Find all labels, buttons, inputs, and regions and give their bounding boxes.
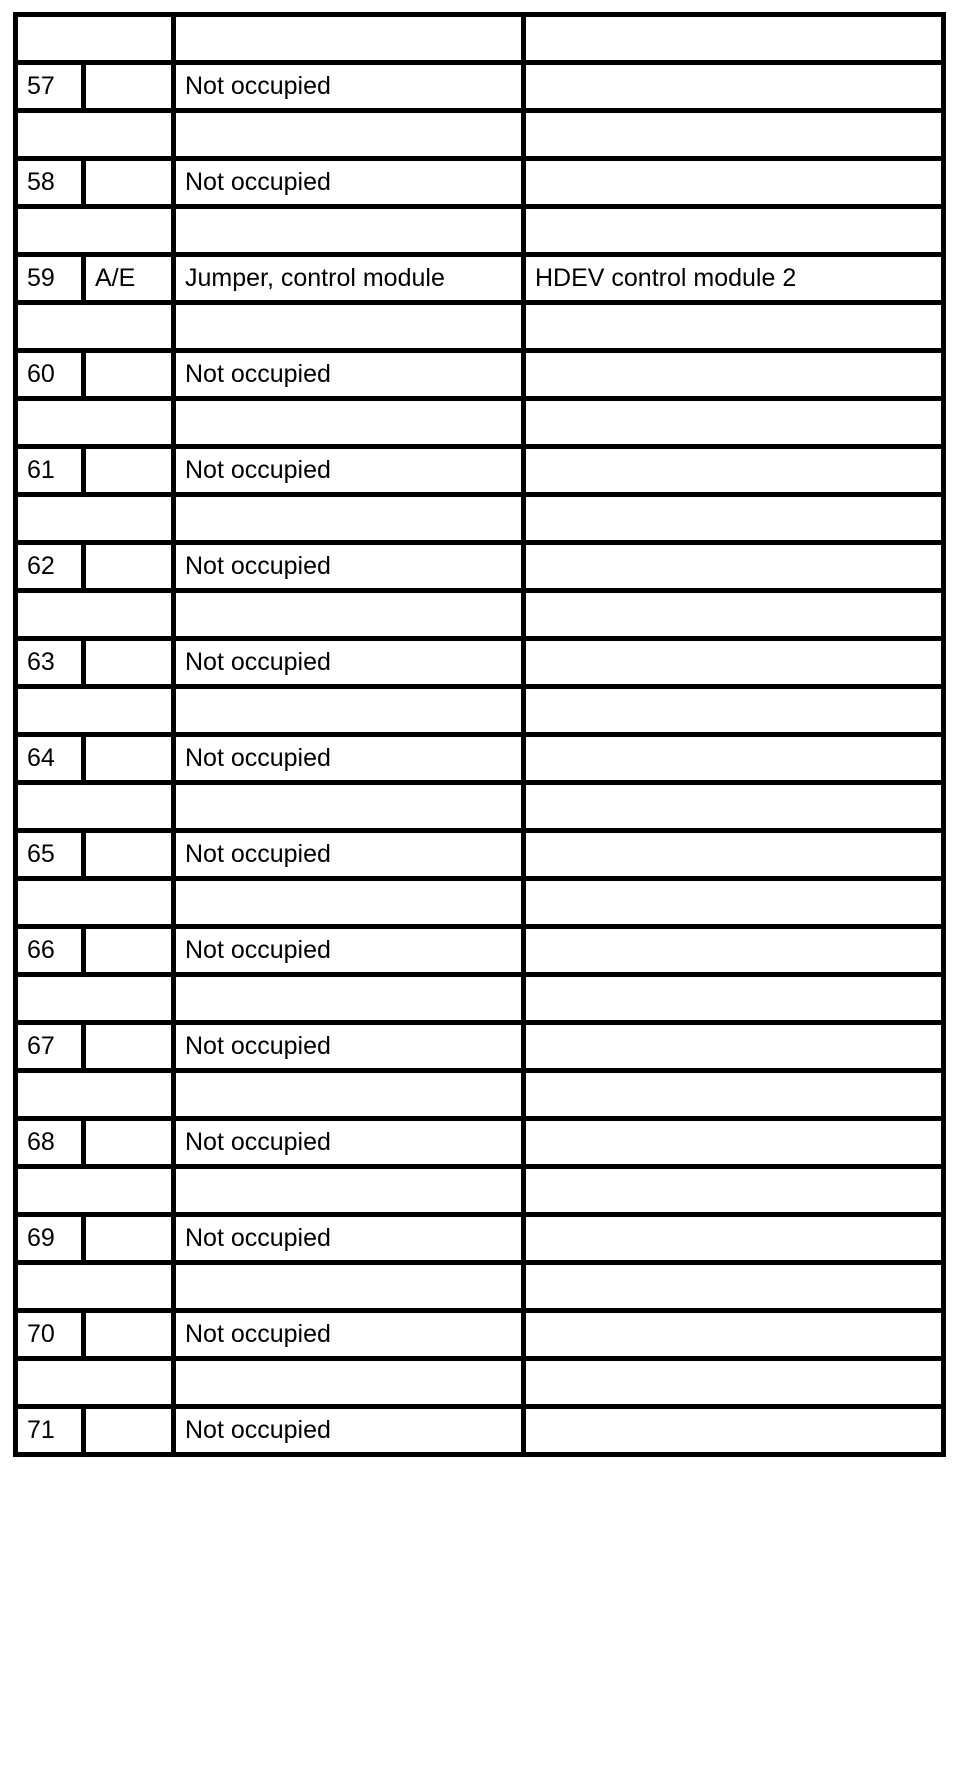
spacer-row [16,1263,944,1311]
spacer-cell [174,1359,524,1407]
code-cell [84,735,174,783]
spacer-row [16,495,944,543]
note-cell [524,927,944,975]
description-cell: Not occupied [174,63,524,111]
spacer-cell [174,1071,524,1119]
code-cell [84,639,174,687]
spacer-cell [174,399,524,447]
pin-number-cell: 68 [16,1119,84,1167]
spacer-cell [524,879,944,927]
note-cell [524,1215,944,1263]
pin-number-cell: 61 [16,447,84,495]
description-cell: Jumper, control module [174,255,524,303]
code-cell [84,1311,174,1359]
spacer-row [16,1359,944,1407]
pin-number-cell: 58 [16,159,84,207]
description-cell: Not occupied [174,1311,524,1359]
table-row [16,351,944,399]
spacer-cell [16,687,174,735]
spacer-cell [174,207,524,255]
spacer-cell [524,1167,944,1215]
pin-number-cell: 63 [16,639,84,687]
code-cell [84,543,174,591]
spacer-row [16,207,944,255]
pin-number-cell: 62 [16,543,84,591]
note-cell [524,831,944,879]
table-row [16,639,944,687]
spacer-cell [174,111,524,159]
code-cell [84,831,174,879]
description-cell: Not occupied [174,1119,524,1167]
pin-number-cell: 66 [16,927,84,975]
spacer-cell [174,879,524,927]
description-cell: Not occupied [174,1023,524,1071]
table-row [16,1023,944,1071]
table-row [16,255,944,303]
description-cell: Not occupied [174,447,524,495]
description-cell: Not occupied [174,543,524,591]
code-cell [84,63,174,111]
pin-number-cell: 64 [16,735,84,783]
pin-number-cell: 65 [16,831,84,879]
note-cell [524,63,944,111]
spacer-cell [16,1071,174,1119]
code-cell [84,1023,174,1071]
spacer-row [16,111,944,159]
pin-number-cell: 69 [16,1215,84,1263]
spacer-cell [16,15,174,63]
table-row [16,63,944,111]
spacer-cell [16,399,174,447]
code-cell [84,927,174,975]
pin-number-cell: 67 [16,1023,84,1071]
pin-assignment-table [13,12,946,1457]
spacer-cell [524,1263,944,1311]
spacer-cell [174,1167,524,1215]
spacer-cell [524,207,944,255]
spacer-row [16,399,944,447]
table-row [16,1311,944,1359]
table-row [16,735,944,783]
description-cell: Not occupied [174,351,524,399]
spacer-cell [16,303,174,351]
spacer-row [16,687,944,735]
spacer-cell [16,975,174,1023]
spacer-cell [16,495,174,543]
note-cell [524,1407,944,1455]
spacer-cell [174,591,524,639]
code-cell [84,1407,174,1455]
code-cell [84,447,174,495]
code-cell: A/E [84,255,174,303]
spacer-cell [524,303,944,351]
spacer-cell [16,111,174,159]
pin-number-cell: 57 [16,63,84,111]
table-row [16,1119,944,1167]
spacer-row [16,975,944,1023]
spacer-cell [174,15,524,63]
spacer-cell [16,1359,174,1407]
spacer-cell [174,687,524,735]
description-cell: Not occupied [174,927,524,975]
note-cell [524,639,944,687]
note-cell [524,351,944,399]
spacer-cell [16,1263,174,1311]
spacer-cell [16,879,174,927]
spacer-cell [174,783,524,831]
table-row [16,927,944,975]
description-cell: Not occupied [174,1407,524,1455]
note-cell [524,1023,944,1071]
spacer-cell [524,495,944,543]
table-row [16,543,944,591]
spacer-cell [174,1263,524,1311]
note-cell [524,1119,944,1167]
code-cell [84,1215,174,1263]
spacer-row [16,879,944,927]
spacer-row [16,591,944,639]
spacer-row [16,1167,944,1215]
code-cell [84,351,174,399]
table-row [16,831,944,879]
spacer-row [16,783,944,831]
note-cell [524,1311,944,1359]
spacer-cell [524,687,944,735]
pin-number-cell: 60 [16,351,84,399]
spacer-cell [16,783,174,831]
spacer-cell [174,303,524,351]
spacer-cell [524,591,944,639]
spacer-row [16,303,944,351]
spacer-cell [524,111,944,159]
description-cell: Not occupied [174,1215,524,1263]
spacer-row [16,15,944,63]
description-cell: Not occupied [174,639,524,687]
spacer-cell [16,207,174,255]
pin-assignment-table-body [16,15,944,1455]
spacer-cell [524,975,944,1023]
description-cell: Not occupied [174,735,524,783]
table-row [16,1407,944,1455]
note-cell: HDEV control module 2 [524,255,944,303]
code-cell [84,159,174,207]
note-cell [524,159,944,207]
note-cell [524,735,944,783]
note-cell [524,543,944,591]
code-cell [84,1119,174,1167]
description-cell: Not occupied [174,831,524,879]
spacer-cell [524,1359,944,1407]
table-row [16,447,944,495]
table-row [16,159,944,207]
spacer-cell [524,399,944,447]
spacer-cell [524,783,944,831]
spacer-cell [16,1167,174,1215]
description-cell: Not occupied [174,159,524,207]
note-cell [524,447,944,495]
pin-number-cell: 59 [16,255,84,303]
spacer-cell [174,975,524,1023]
pin-number-cell: 71 [16,1407,84,1455]
spacer-cell [16,591,174,639]
spacer-row [16,1071,944,1119]
spacer-cell [524,1071,944,1119]
pin-number-cell: 70 [16,1311,84,1359]
table-row [16,1215,944,1263]
spacer-cell [174,495,524,543]
spacer-cell [524,15,944,63]
